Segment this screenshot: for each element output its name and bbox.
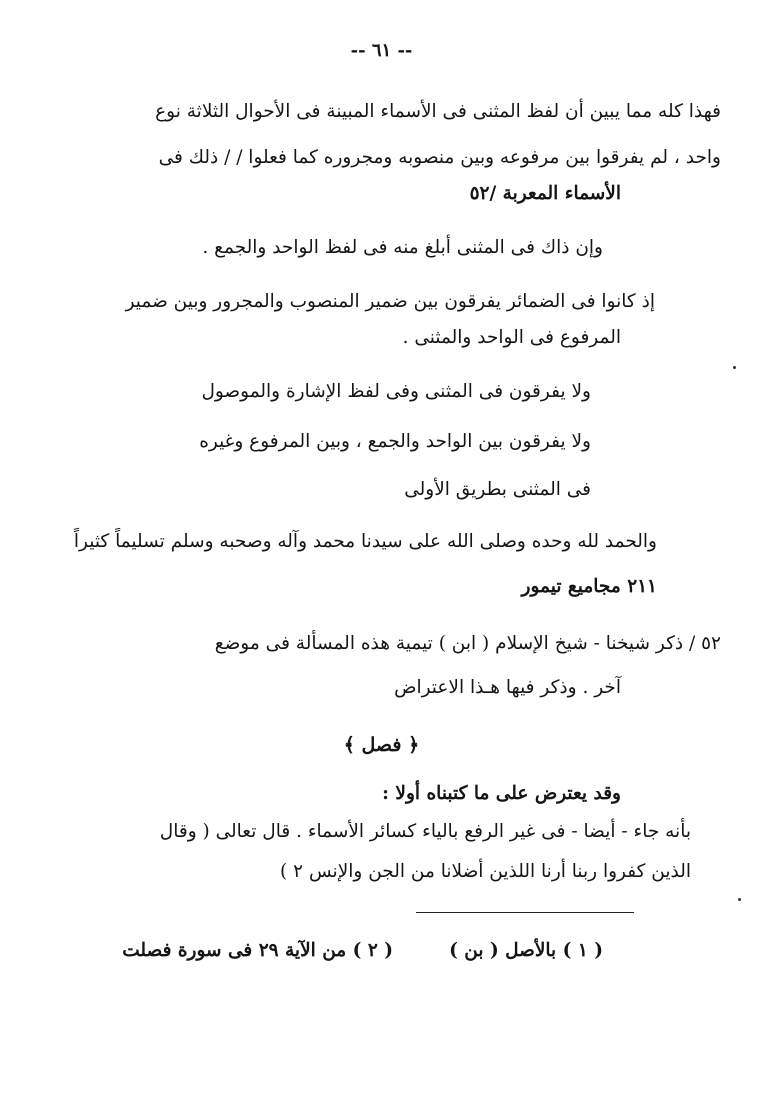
section-body-line-1: وقد يعترض على ما كتبناه أولا : [382, 783, 621, 804]
scan-speck [738, 898, 741, 901]
closing-line: والحمد لله وحده وصلى الله على سيدنا محمد وآله وصحبه وسلم تسليماً كثيراً [73, 531, 657, 552]
paragraph-3-line-2: المرفوع فى الواحد والمثنى . [402, 327, 621, 348]
paragraph-2: وإن ذاك فى المثنى أبلغ منه فى لفظ الواحد والجمع . [202, 237, 603, 258]
section-body-line-3: الذين كفروا ربنا أرنا اللذين أضلانا من الجن والإنس ٢ ) [280, 861, 691, 882]
footnote-1: ( ١ ) بالأصل ( بن ) [449, 940, 603, 961]
paragraph-1-line-3: الأسماء المعربة /٥٢ [469, 183, 621, 204]
paragraph-5-line-2: فى المثنى بطريق الأولى [404, 479, 591, 500]
collection-reference: ٢١١ مجاميع تيمور [521, 576, 657, 597]
paragraph-1-line-1: فهذا كله مما يبين أن لفظ المثنى فى الأسماء المبينة فى الأحوال الثلاثة نوع [155, 101, 721, 122]
paragraph-3-line-1: إذ كانوا فى الضمائر يفرقون بين ضمير المنصوب والمجرور وبين ضمير [125, 291, 655, 312]
paragraph-5-line-1: ولا يفرقون بين الواحد والجمع ، وبين المرفوع وغيره [199, 431, 591, 452]
section-heading: ﴿ فصل ﴾ [343, 734, 420, 756]
note-52-line-2: آخر . وذكر فيها هـذا الاعتراض [394, 677, 621, 698]
footnote-separator [416, 912, 634, 913]
footnote-2: ( ٢ ) من الآية ٢٩ فى سورة فصلت [122, 940, 393, 961]
paragraph-1-line-2: واحد ، لم يفرقوا بين مرفوعه وبين منصوبه ومجروره كما فعلوا / / ذلك فى [158, 147, 721, 168]
paragraph-4: ولا يفرقون فى المثنى وفى لفظ الإشارة والموصول [201, 381, 591, 402]
scan-speck [733, 366, 736, 369]
page-number: -- ٦١ -- [350, 40, 413, 61]
section-body-line-2: بأنه جاء - أيضا - فى غير الرفع بالياء كسائر الأسماء . قال تعالى ( وقال [159, 821, 691, 842]
note-52-line-1: ٥٢ / ذكر شيخنا - شيخ الإسلام ( ابن ) تيمية هذه المسألة فى موضع [214, 633, 721, 654]
